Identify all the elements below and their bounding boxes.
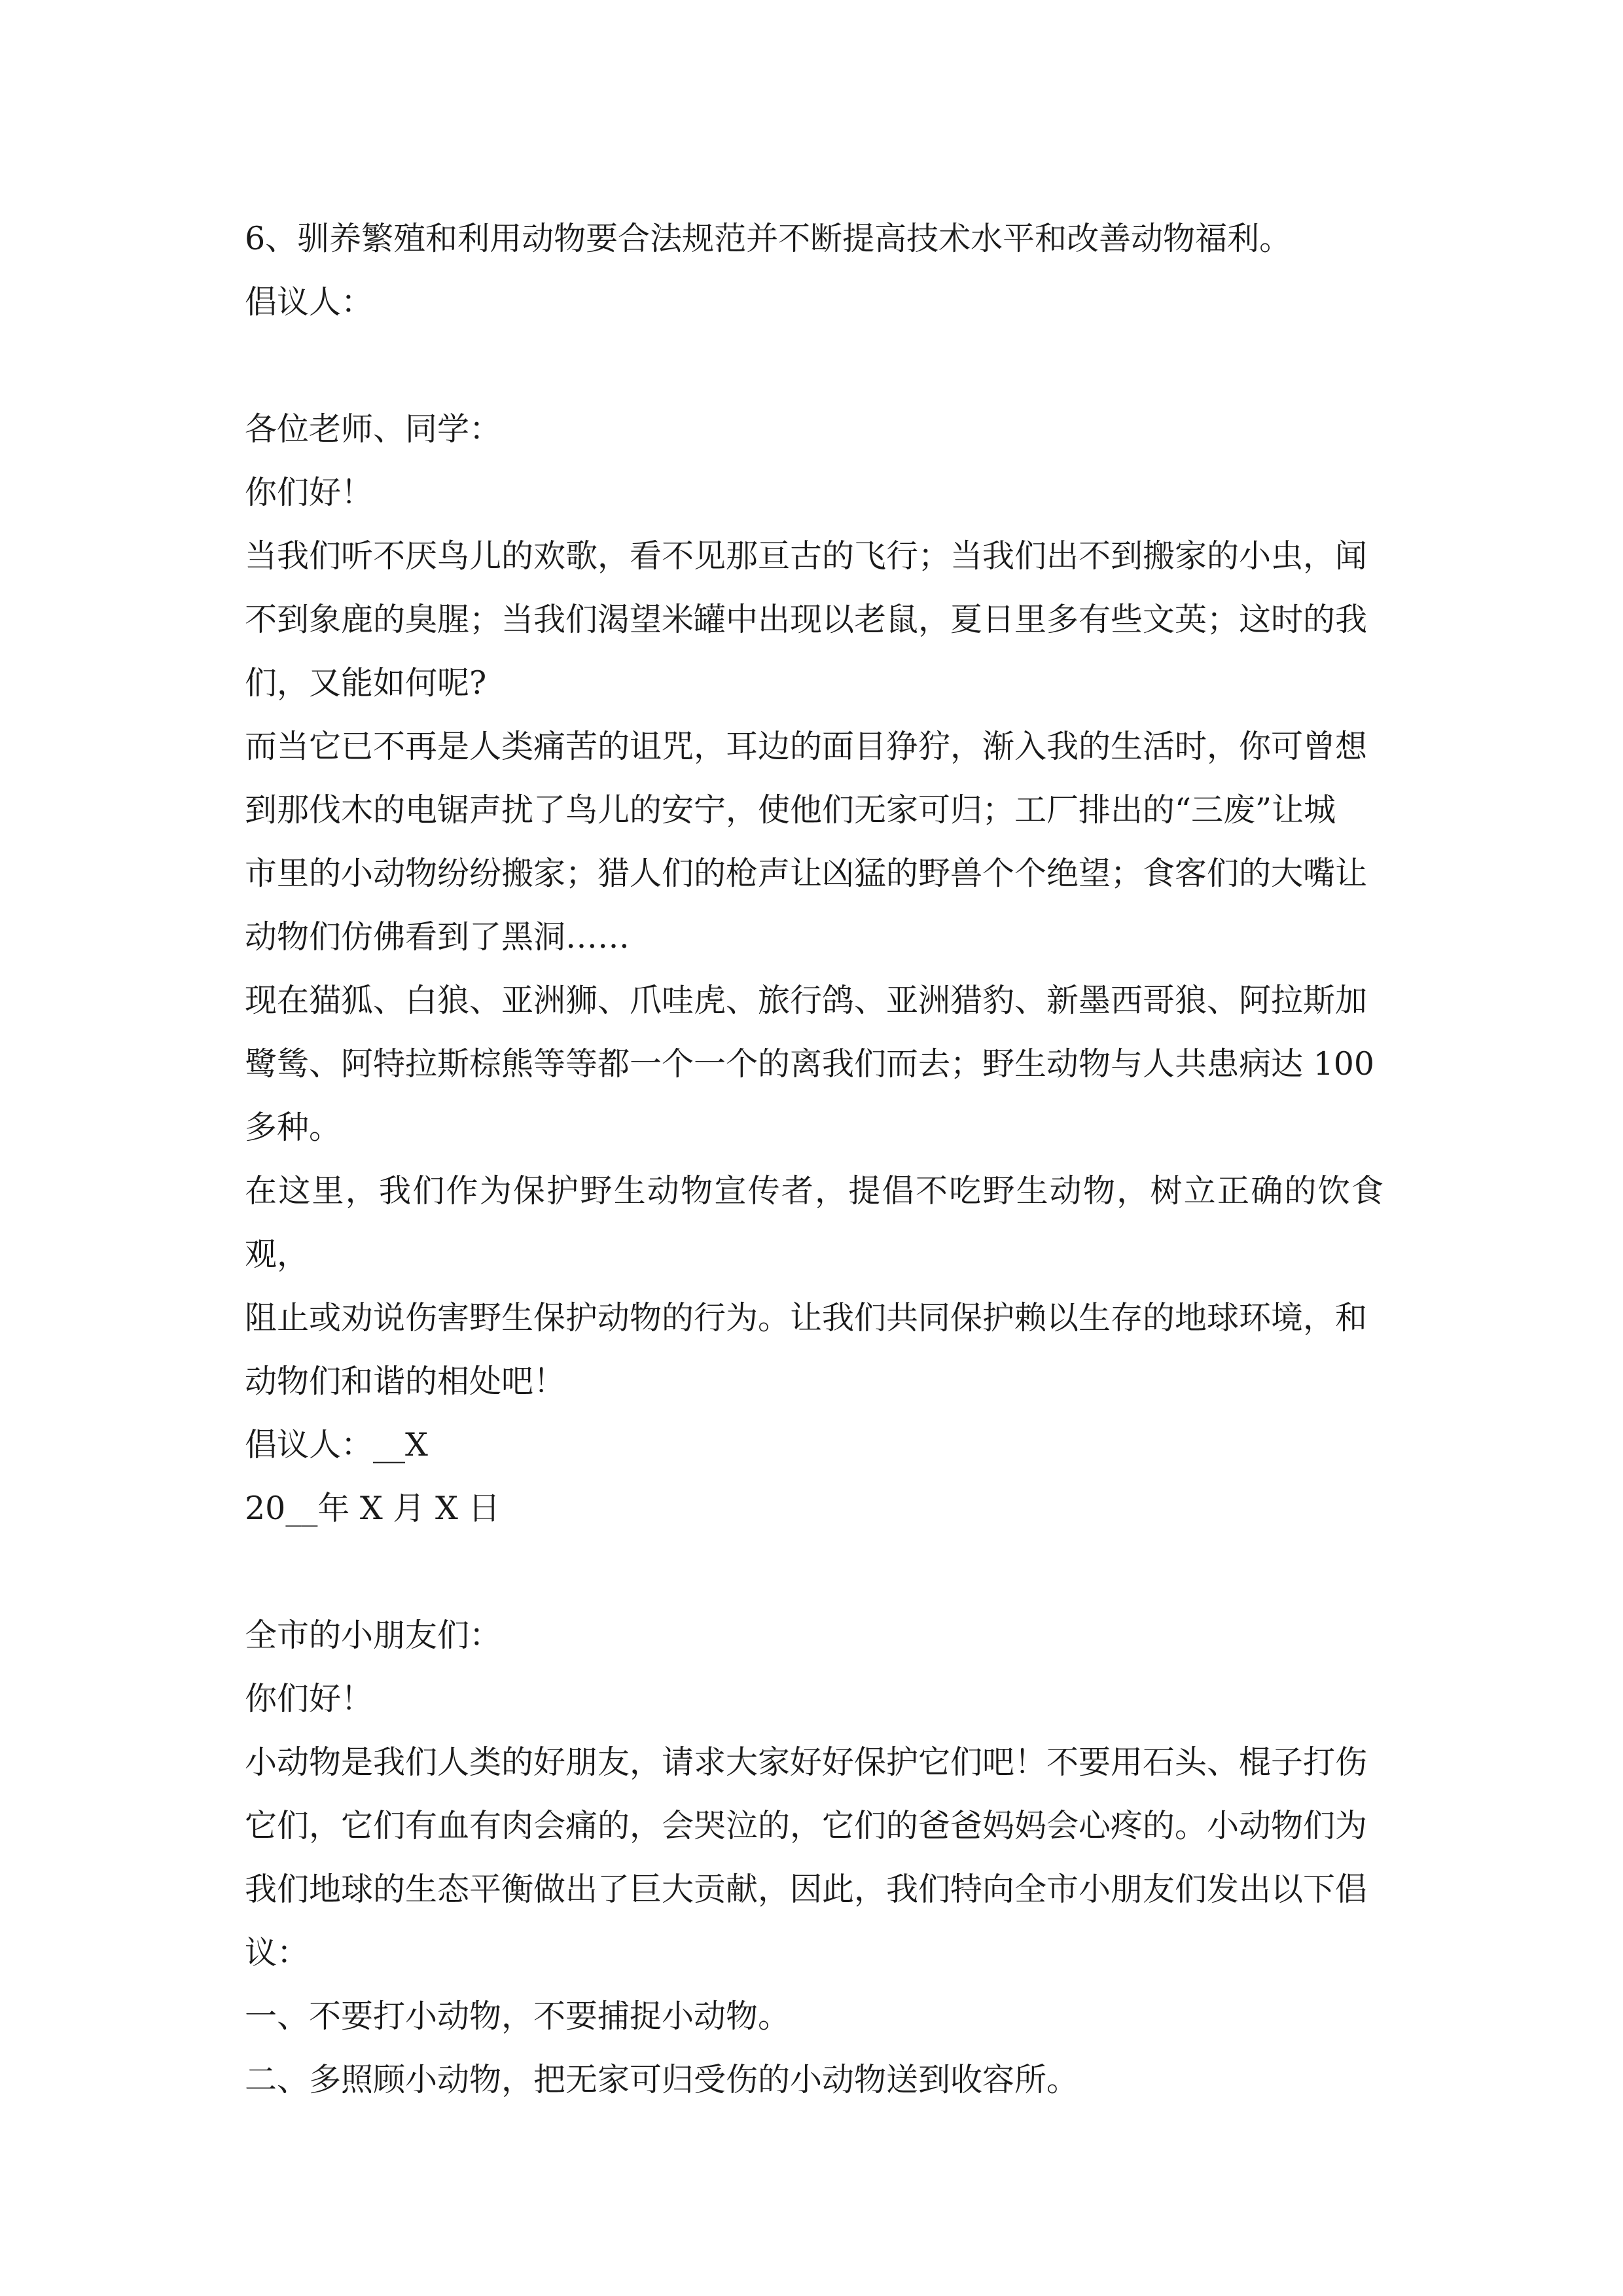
greeting-teachers: 各位老师、同学： (245, 410, 502, 448)
paragraph-line: 现在猫狐、白狼、亚洲狮、爪哇虎、旅行鸽、亚洲猎豹、新墨西哥狼、阿拉斯加 (245, 982, 1368, 1019)
spacer (245, 1540, 1383, 1604)
paragraph-line: 在这里，我们作为保护野生动物宣传者，提倡不吃野生动物，树立正确的饮食观， (245, 1172, 1383, 1273)
paragraph-line: 市里的小动物纷纷搬家；猎人们的枪声让凶猛的野兽个个绝望；食客们的大嘴让 (245, 855, 1368, 892)
list-item-1: 一、不要打小动物，不要捕捉小动物。 (245, 1998, 791, 2035)
item-6: 6、驯养繁殖和利用动物要合法规范并不断提高技术水平和改善动物福利。 (245, 220, 1292, 257)
paragraph-line: 小动物是我们人类的好朋友，请求大家好好保护它们吧！不要用石头、棍子打伤 (245, 1744, 1368, 1781)
paragraph-line: 到那伐木的电锯声扰了鸟儿的安宁，使他们无家可归；工厂排出的“三废”让城 (245, 791, 1336, 829)
paragraph-line: 当我们听不厌鸟儿的欢歌，看不见那亘古的飞行；当我们出不到搬家的小虫，闻 (245, 537, 1368, 575)
greeting-children: 全市的小朋友们： (245, 1617, 502, 1654)
signature-label: 倡议人： (245, 283, 374, 321)
document-body (245, 207, 1383, 2111)
spacer (245, 334, 1383, 397)
date-line: 20__年 X 月 X 日 (245, 1490, 501, 1527)
hello-line: 你们好！ (245, 1680, 374, 1717)
paragraph-line: 我们地球的生态平衡做出了巨大贡献，因此，我们特向全市小朋友们发出以下倡 (245, 1871, 1368, 1908)
paragraph-line: 议： (245, 1934, 310, 1971)
paragraph-line: 它们，它们有血有肉会痛的，会哭泣的，它们的爸爸妈妈会心疼的。小动物们为 (245, 1807, 1368, 1844)
paragraph-line: 阻止或劝说伤害野生保护动物的行为。让我们共同保护赖以生存的地球环境，和 (245, 1299, 1368, 1336)
hello-line: 你们好！ (245, 474, 374, 511)
signature-line: 倡议人：__X (245, 1426, 428, 1463)
paragraph-line: 不到象鹿的臭腥；当我们渴望米罐中出现以老鼠，夏日里多有些文英；这时的我 (245, 601, 1368, 638)
paragraph-line: 们，又能如何呢? (245, 664, 487, 702)
paragraph-line: 动物们和谐的相处吧！ (245, 1363, 566, 1400)
paragraph-line: 鹭鸶、阿特拉斯棕熊等等都一个一个的离我们而去；野生动物与人共患病达 100 (245, 1045, 1375, 1083)
paragraph-line: 而当它已不再是人类痛苦的诅咒，耳边的面目狰狞，渐入我的生活时，你可曾想 (245, 728, 1368, 765)
paragraph-line: 多种。 (245, 1109, 342, 1146)
paragraph-line: 动物们仿佛看到了黑洞…… (245, 918, 630, 956)
list-item-2: 二、多照顾小动物，把无家可归受伤的小动物送到收容所。 (245, 2061, 1079, 2098)
